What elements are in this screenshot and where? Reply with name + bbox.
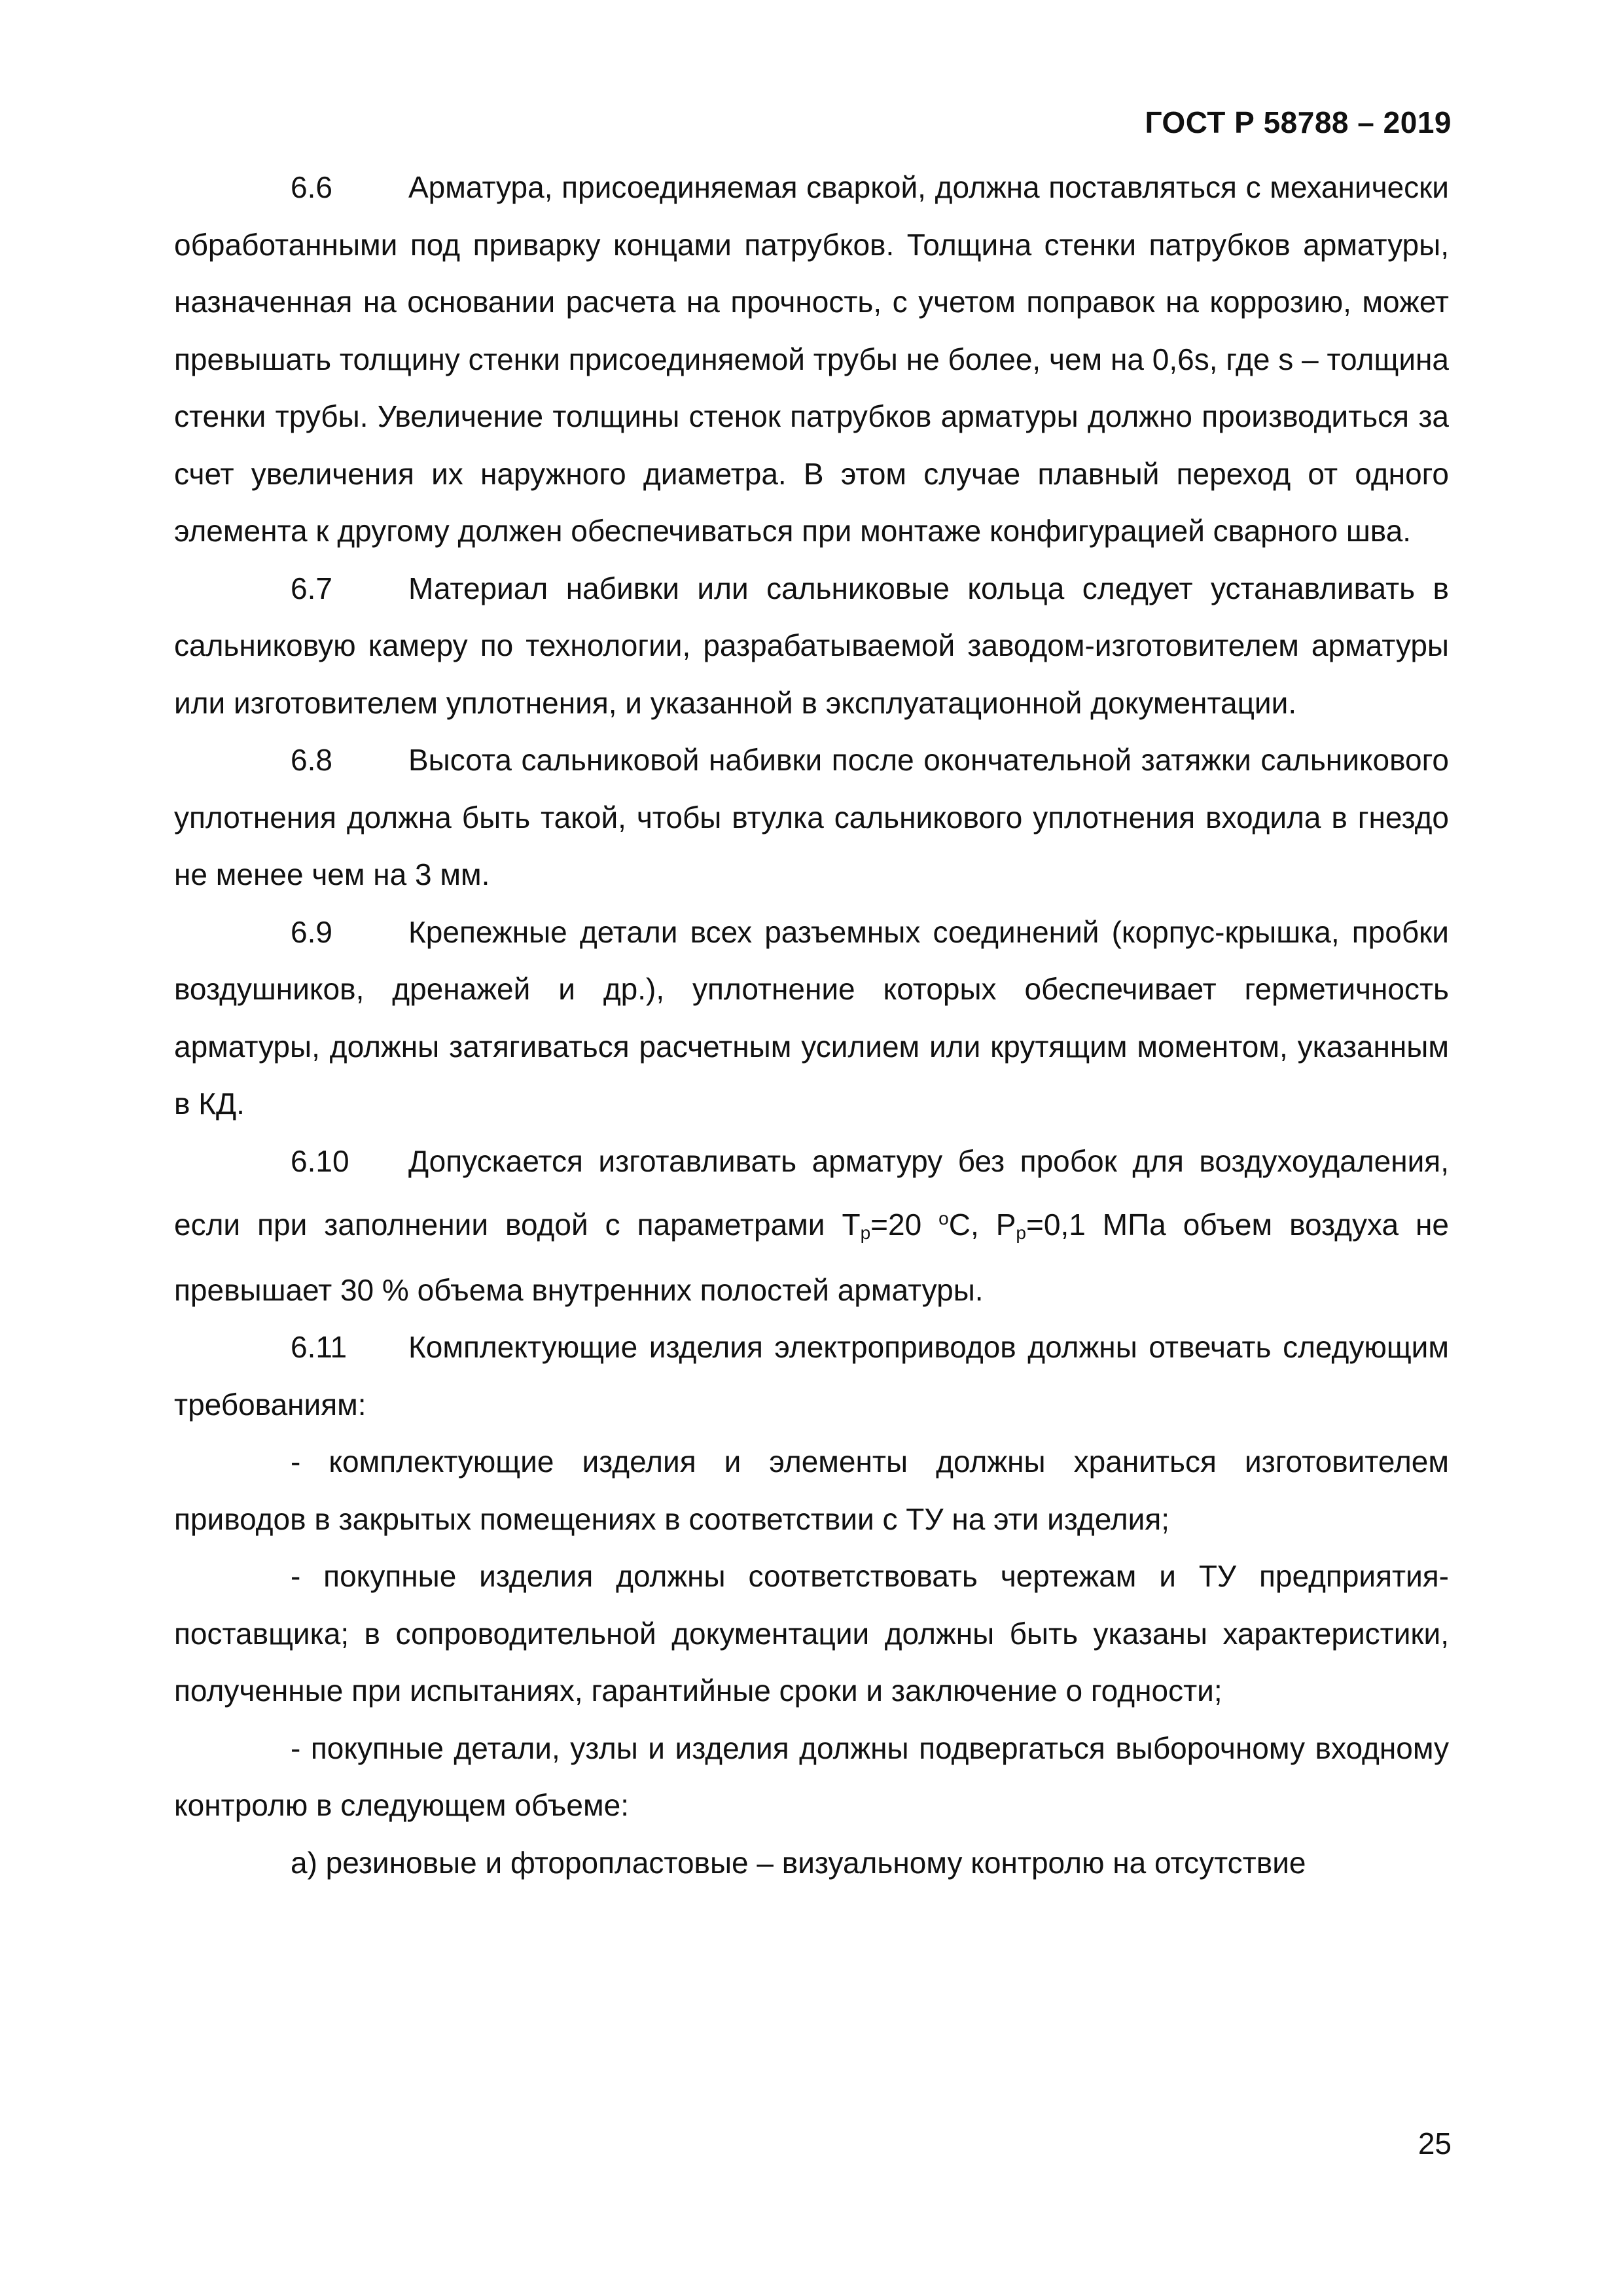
section-text: Комплектующие изделия электроприводов должны отвечать следующим требованиям:: [174, 1330, 1449, 1422]
document-body: [174, 159, 1449, 1892]
section-number: 6.10: [291, 1143, 349, 1178]
standard-header: ГОСТ Р 58788 – 2019: [1145, 105, 1452, 139]
section-number: 6.11: [291, 1330, 348, 1364]
section-text: =0,1 МПа объем воздуха не превышает 30 % объема внутренних полостей арматуры.: [174, 1208, 1450, 1307]
list-item: - покупные изделия должны соответствовать чертежам и ТУ предприятия-поставщика; в сопроводительной документации должны быть указаны характеристики, полученные при испытаниях, гарантийные сроки и заключение о годности;: [174, 1559, 1449, 1708]
list-item: - комплектующие изделия и элементы должны храниться изготовителем приводов в закрытых помещениях в соответствии с ТУ на эти изделия;: [174, 1444, 1449, 1536]
section-text: Материал набивки или сальниковые кольца следует устанавливать в сальниковую камеру по технологии, разрабатываемой заводом-изготовителем арматуры или изготовителем уплотнения, и указанной в эксплуатационной документации.: [174, 571, 1449, 720]
section-number: 6.6: [291, 170, 332, 204]
section-6-7: [174, 560, 1449, 732]
section-text: Допускается изготавливать арматуру без пробок для воздухоудаления, если при заполнении водой с параметрами T: [174, 1143, 1449, 1242]
list-item: - покупные детали, узлы и изделия должны подвергаться выборочному входному контролю в следующем объеме:: [174, 1731, 1449, 1822]
section-6-10: [174, 1133, 1449, 1319]
subscript: p: [860, 1223, 871, 1243]
list-item: а) резиновые и фторопластовые – визуальному контролю на отсутствие: [291, 1845, 1306, 1880]
subscript: p: [1016, 1223, 1026, 1243]
section-text: C, P: [948, 1208, 1016, 1242]
section-text: Крепежные детали всех разъемных соединений (корпус-крышка, пробки воздушников, дренажей и др.), уплотнение которых обеспечивает герметичность арматуры, должны затягиваться расчетным усилием или крутящим моментом, указанным в КД.: [174, 914, 1449, 1121]
section-number: 6.7: [291, 571, 332, 605]
superscript: o: [938, 1208, 949, 1229]
section-6-8: [174, 732, 1449, 904]
section-text: Арматура, присоединяемая сваркой, должна поставляться с механически обработанными под приварку концами патрубков. Толщина стенки патрубков арматуры, назначенная на основании расчета на прочность, с учетом поправок на коррозию, может превышать толщину стенки присоединяемой трубы не более, чем на 0,6s, где s – толщина стенки трубы. Увеличение толщины стенок патрубков арматуры должно производиться за счет увеличения их наружного диаметра. В этом случае плавный переход от одного элемента к другому должен обеспечиваться при монтаже конфигурацией сварного шва.: [174, 170, 1449, 548]
section-number: 6.9: [291, 914, 332, 949]
page-number: 25: [1418, 2126, 1452, 2161]
section-6-6: [174, 159, 1449, 560]
section-text: =20: [870, 1208, 939, 1242]
section-6-11: [174, 1319, 1449, 1433]
section-number: 6.8: [291, 743, 332, 777]
section-text: Высота сальниковой набивки после окончательной затяжки сальникового уплотнения должна быть такой, чтобы втулка сальникового уплотнения входила в гнездо не менее чем на 3 мм.: [174, 743, 1449, 891]
section-6-9: [174, 904, 1449, 1133]
